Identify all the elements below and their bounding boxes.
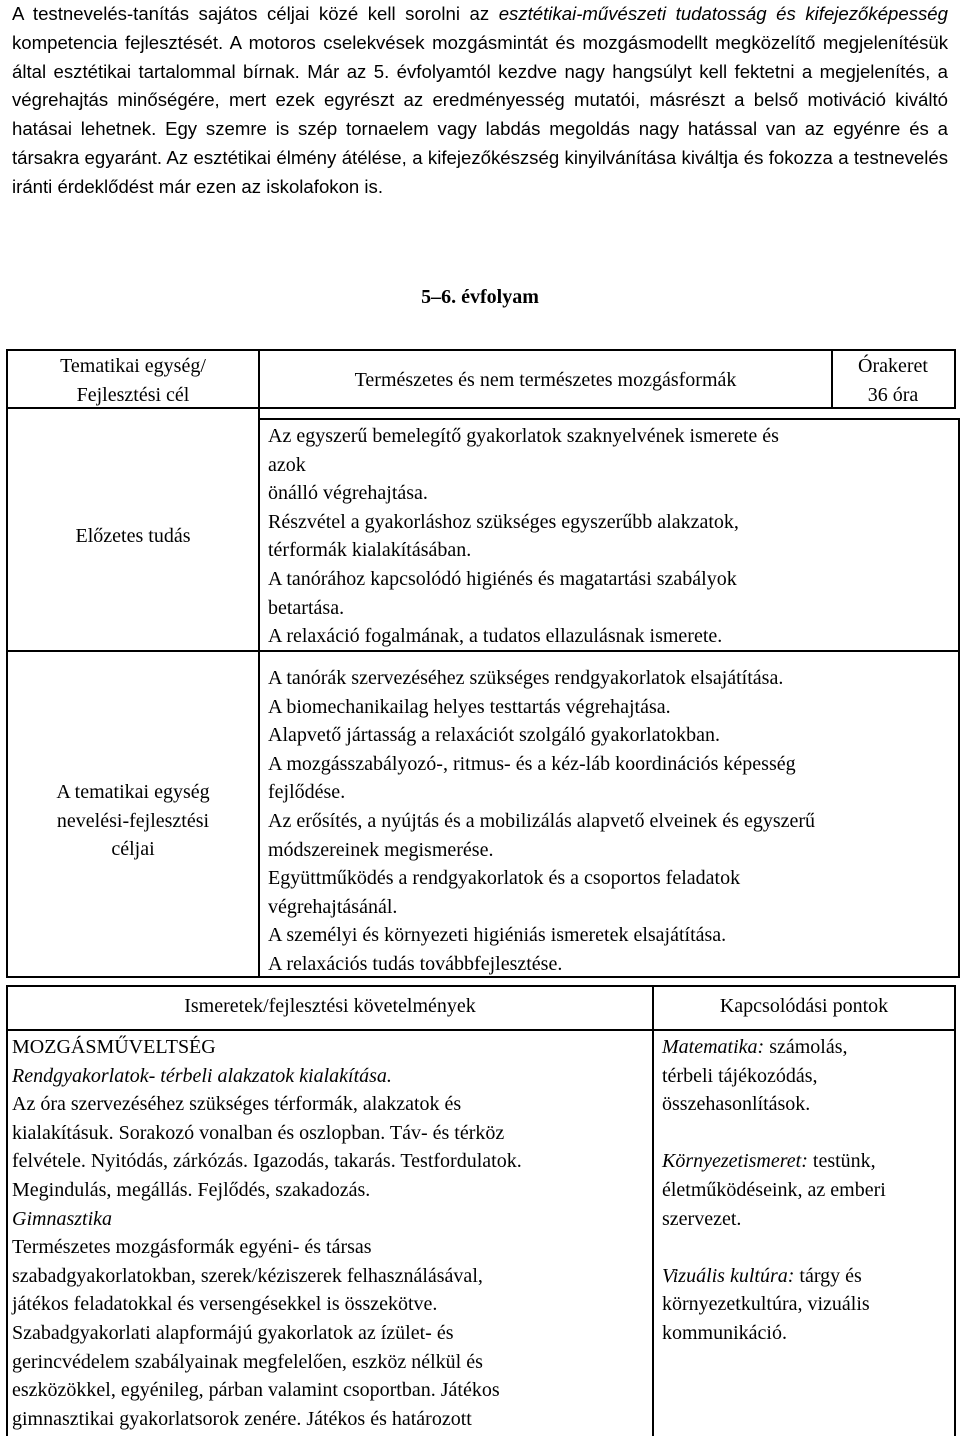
requirement-line: Az óra szervezéséhez szükséges térformák, alakzatok és — [12, 1093, 462, 1116]
prior-knowledge-line: A tanórához kapcsolódó higiénés és magatartási szabályok — [268, 567, 737, 590]
goal-line: végrehajtásánál. — [268, 895, 398, 918]
requirements-header: Ismeretek/fejlesztési követelmények — [184, 995, 476, 1017]
connection-block — [662, 1147, 950, 1233]
hours-value: 36 óra — [867, 383, 919, 406]
table-top-border — [6, 349, 954, 351]
requirement-line: MOZGÁSMŰVELTSÉG — [12, 1036, 216, 1058]
intro-paragraph — [12, 0, 948, 202]
prior-knowledge-line: térformák kialakításában. — [268, 539, 472, 562]
requirement-line: gimnasztikai gyakorlatsorok zenére. Játékos és határozott — [12, 1407, 472, 1430]
connection-text: életműködéseink, az emberi — [662, 1178, 886, 1201]
goals-label-line3: céljai — [111, 838, 155, 861]
requirements-content — [12, 1033, 648, 1433]
intro-text-part1: A testnevelés-tanítás sajátos céljai közé kell sorolni az — [12, 3, 499, 24]
connection-text: tárgy és — [794, 1264, 862, 1287]
prior-knowledge-line: Részvétel a gyakorláshoz szükséges egyszerűbb alakzatok, — [268, 510, 739, 533]
goal-line: módszereinek megismerése. — [268, 838, 494, 861]
table-left-border — [6, 349, 8, 977]
col1-header-line2: Fejlesztési cél — [76, 383, 190, 406]
goal-line: Alapvető jártasság a relaxációt szolgáló gyakorlatokban. — [268, 724, 721, 747]
connection-line — [662, 1147, 950, 1176]
goal-line: A mozgásszabályozó-, ritmus- és a kéz-láb koordinációs képesség — [268, 752, 796, 775]
requirement-line: Természetes mozgásformák egyéni- és társas — [12, 1236, 372, 1259]
intro-text-part2: kompetencia fejlesztését. A motoros cselekvések mozgásmintát és mozgásmodellt megközelítő megjelenítésük által esztétikai tartalommal bírnak. Már az 5. évfolyamtól kezdve nagy hangsúlyt kell fektetni a megjelenítés, a végrehajtás minőségére, mert ezek egyrészt az eredményesség mutatói, másrészt a belső motiváció kiváltó hatásai lehetnek. Egy szemre is szép tornaelem vagy labdás megoldás nagy hatással van az egyénre és a társakra egyaránt. Az esztétikai élmény átélése, a kifejezőkészség kinyilvánítása kiváltja és fokozza a testnevelés iránti érdeklődést már ezen az iskolafokon is. — [12, 31, 948, 197]
prior-knowledge-content — [268, 422, 954, 651]
col1-header — [8, 352, 258, 409]
requirement-line: Gimnasztika — [12, 1207, 112, 1230]
connection-text: szervezet. — [662, 1207, 742, 1230]
connection-line — [662, 1262, 950, 1291]
col1-right-border — [258, 349, 260, 977]
prior-knowledge-line: betartása. — [268, 596, 345, 619]
req-header-bottom-border — [6, 1029, 954, 1031]
connection-block — [662, 1033, 950, 1119]
requirement-line: játékos feladatokkal és versengésekkel is összekötve. — [12, 1293, 438, 1316]
connection-text: térbeli tájékozódás, — [662, 1064, 818, 1087]
connection-text: számolás, — [764, 1036, 848, 1058]
intro-emphasis: esztétikai-művészeti tudatosság és kifejezőképesség — [498, 3, 948, 24]
requirement-line: Megindulás, megállás. Fejlődés, szakadozás. — [12, 1178, 371, 1201]
goal-line: fejlődése. — [268, 781, 346, 804]
connection-text: összehasonlítások. — [662, 1093, 811, 1116]
req-left-border — [6, 985, 8, 1436]
connection-text: kommunikáció. — [662, 1321, 787, 1344]
connections-content — [662, 1033, 950, 1348]
goals-label — [8, 778, 258, 864]
requirement-line: Szabadgyakorlati alapformájú gyakorlatok az ízület- és — [12, 1321, 454, 1344]
requirement-line: szabadgyakorlatokban, szerek/kéziszerek felhasználásával, — [12, 1264, 483, 1287]
requirement-line: Rendgyakorlatok- térbeli alakzatok kialakítása. — [12, 1064, 392, 1087]
goal-line: Együttműködés a rendgyakorlatok és a csoportos feladatok — [268, 867, 741, 890]
requirement-line: felvétele. Nyitódás, zárkózás. Igazodás, takarás. Testfordulatok. — [12, 1150, 522, 1173]
requirement-line: gerincvédelem szabályainak megfelelően, eszköz nélkül és — [12, 1350, 483, 1373]
requirement-line: eszközökkel, egyénileg, párban valamint csoportban. Játékos — [12, 1379, 500, 1402]
req-right-border — [954, 985, 956, 1436]
table-right-border-top — [954, 349, 956, 407]
prior-knowledge-line: Az egyszerű bemelegítő gyakorlatok szaknyelvének ismerete és — [268, 425, 779, 447]
goals-label-line2: nevelési-fejlesztési — [56, 809, 210, 832]
goal-line: A tanórák szervezéséhez szükséges rendgyakorlatok elsajátítása. — [268, 667, 784, 689]
connection-line — [662, 1205, 950, 1234]
connection-subject: Környezetismeret: — [662, 1150, 808, 1173]
prior-knowledge-label: Előzetes tudás — [75, 525, 191, 547]
content-top-border — [258, 418, 960, 420]
connection-line — [662, 1176, 950, 1205]
connection-line — [662, 1290, 950, 1319]
col1-header-line1: Tematikai egység/ — [60, 355, 206, 377]
connection-block — [662, 1262, 950, 1348]
hours-label: Órakeret — [858, 355, 928, 377]
goal-line: Az erősítés, a nyújtás és a mobilizálás alapvető elveinek és egyszerű — [268, 809, 816, 832]
connection-line — [662, 1062, 950, 1091]
prior-knowledge-line: A relaxáció fogalmának, a tudatos ellazulásnak ismerete. — [268, 625, 723, 648]
goal-line: A biomechanikailag helyes testtartás végrehajtása. — [268, 695, 671, 718]
connection-text: környezetkultúra, vizuális — [662, 1293, 870, 1316]
connection-text: testünk, — [807, 1150, 876, 1173]
goal-line: A relaxációs tudás továbbfejlesztése. — [268, 952, 563, 975]
hours-cell — [832, 352, 954, 409]
requirement-line: kialakításuk. Sorakozó vonalban és oszlopban. Táv- és térköz — [12, 1121, 505, 1144]
goals-content — [268, 664, 954, 979]
connection-line — [662, 1033, 950, 1062]
req-header-top-border — [6, 985, 954, 987]
table-right-border-mid — [958, 418, 960, 976]
connection-line — [662, 1090, 950, 1119]
prior-knowledge-line: önálló végrehajtása. — [268, 482, 428, 505]
req-col-divider — [652, 985, 654, 1436]
connection-line — [662, 1319, 950, 1348]
goal-line: A személyi és környezeti higiéniás ismeretek elsajátítása. — [268, 924, 727, 947]
grade-heading: 5–6. évfolyam — [421, 286, 539, 308]
connections-header: Kapcsolódási pontok — [719, 995, 889, 1017]
prior-knowledge-line: azok — [268, 453, 306, 476]
topic-title: Természetes és nem természetes mozgásformák — [354, 369, 737, 391]
connection-subject: Vizuális kultúra: — [662, 1264, 795, 1287]
goals-label-line1: A tematikai egység — [56, 781, 210, 803]
connection-subject: Matematika: — [662, 1036, 765, 1058]
